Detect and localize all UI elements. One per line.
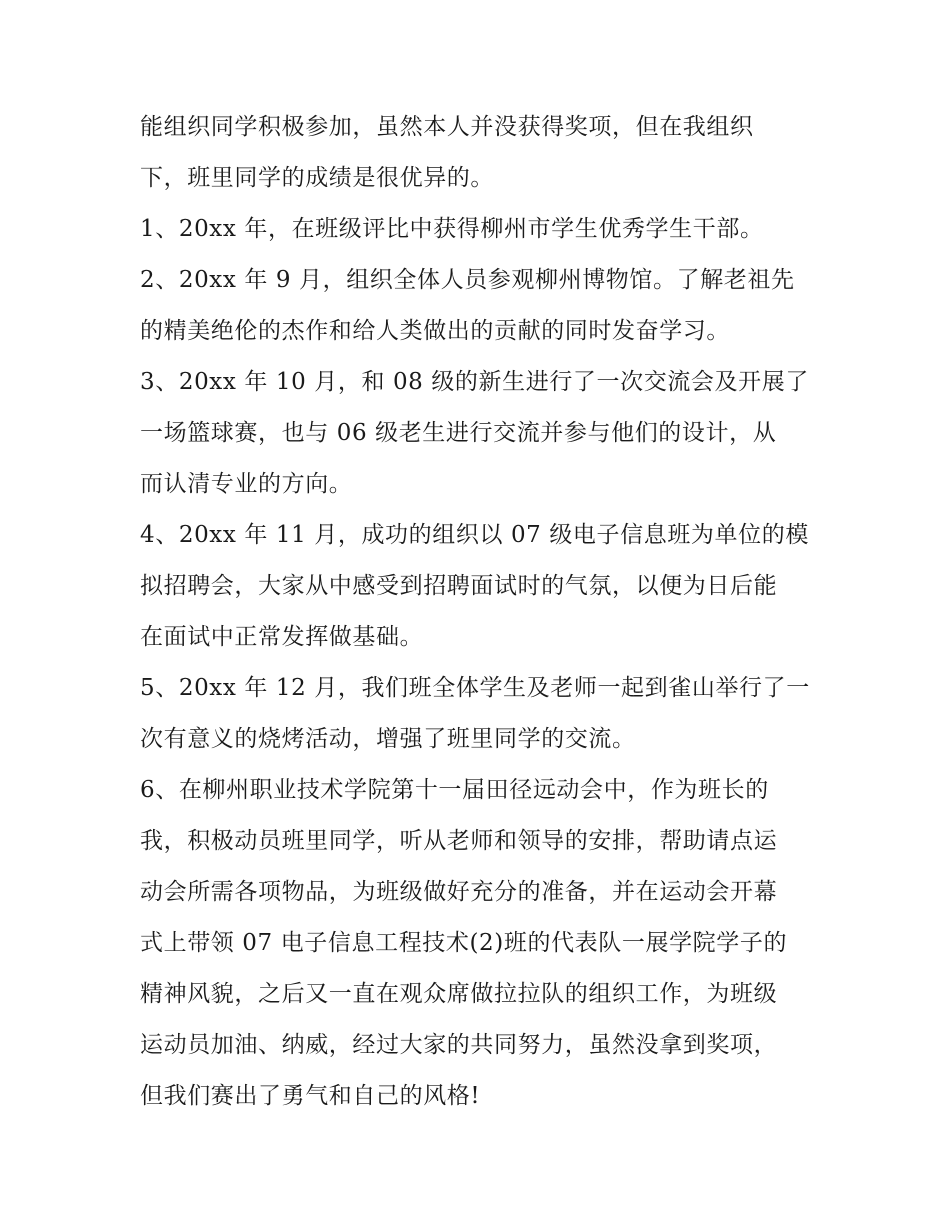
text-line: 次有意义的烧烤活动，增强了班里同学的交流。 [140, 726, 636, 752]
text-line: 2、20xx 年 9 月，组织全体人员参观柳州博物馆。了解老祖先 [140, 267, 795, 293]
text-line: 能组织同学积极参加，虽然本人并没获得奖项，但在我组织 [140, 114, 754, 140]
text-line: 式上带领 07 电子信息工程技术(2)班的代表队一展学院学子的 [140, 930, 788, 956]
text-line: 4、20xx 年 11 月，成功的组织以 07 级电子信息班为单位的模 [140, 522, 809, 548]
text-line: 一场篮球赛，也与 06 级老生进行交流并参与他们的设计，从 [140, 420, 777, 446]
text-line: 在面试中正常发挥做基础。 [140, 624, 424, 650]
text-line: 1、20xx 年，在班级评比中获得柳州市学生优秀学生干部。 [140, 216, 764, 242]
text-line: 3、20xx 年 10 月，和 08 级的新生进行了一次交流会及开展了 [140, 369, 809, 395]
text-line: 下，班里同学的成绩是很优异的。 [140, 165, 494, 191]
text-line: 动会所需各项物品，为班级做好充分的准备，并在运动会开幕 [140, 879, 778, 905]
text-line: 但我们赛出了勇气和自己的风格! [140, 1083, 481, 1109]
document-body [140, 102, 820, 1122]
text-line: 我，积极动员班里同学，听从老师和领导的安排，帮助请点运 [140, 828, 778, 854]
text-line: 拟招聘会，大家从中感受到招聘面试时的气氛，以便为日后能 [140, 573, 778, 599]
text-line: 运动员加油、纳威，经过大家的共同努力，虽然没拿到奖项， [140, 1032, 778, 1058]
text-line: 6、在柳州职业技术学院第十一届田径远动会中，作为班长的 [140, 777, 769, 803]
text-line: 精神风貌，之后又一直在观众席做拉拉队的组织工作，为班级 [140, 981, 778, 1007]
text-line: 5、20xx 年 12 月，我们班全体学生及老师一起到雀山举行了一 [140, 675, 810, 701]
text-line: 而认清专业的方向。 [140, 471, 353, 497]
text-line: 的精美绝伦的杰作和给人类做出的贡献的同时发奋学习。 [140, 318, 730, 344]
